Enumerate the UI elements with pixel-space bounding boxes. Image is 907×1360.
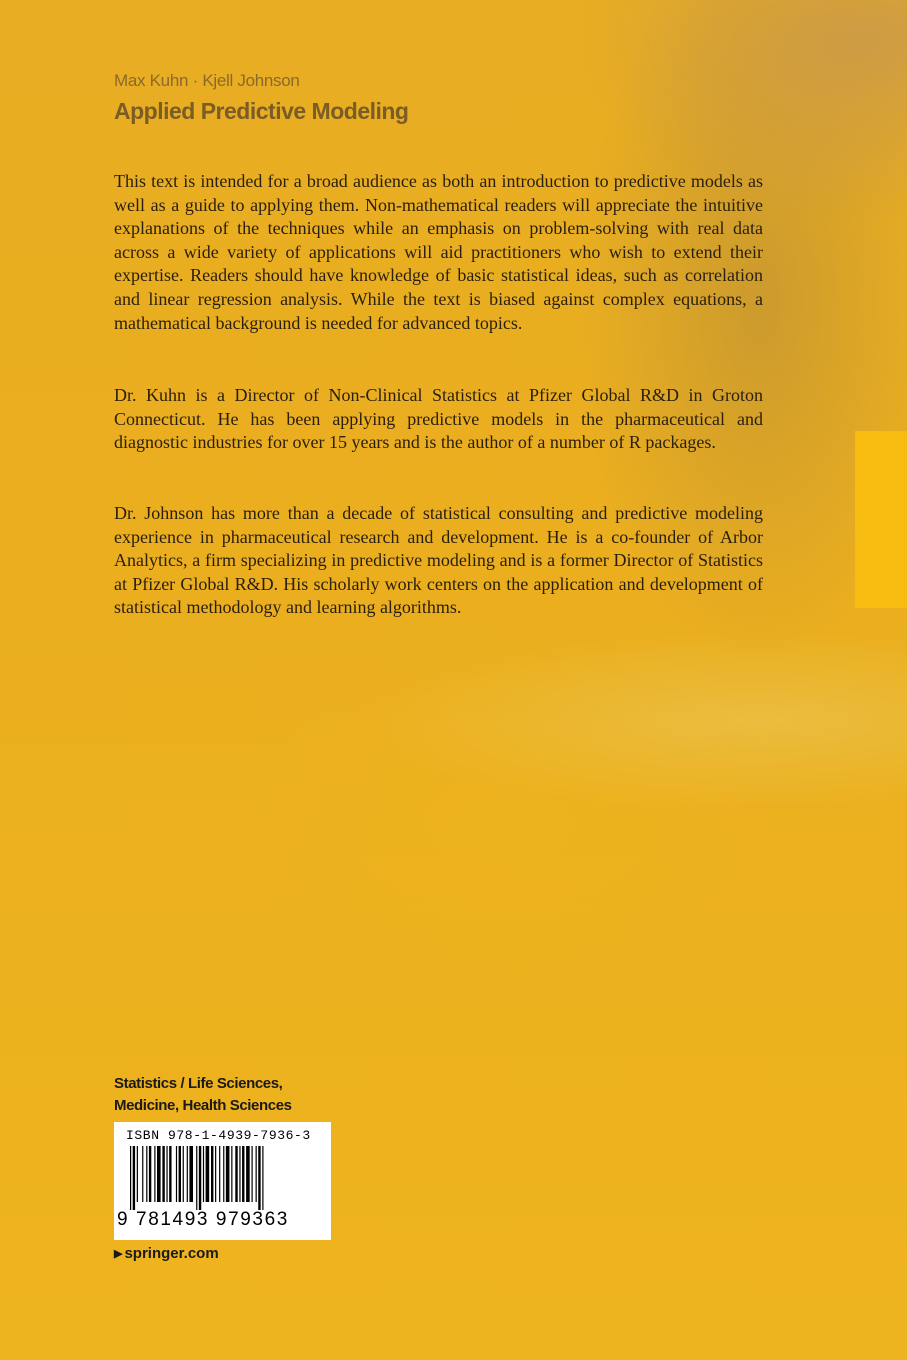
barcode-bar	[258, 1146, 260, 1210]
barcode-bar	[149, 1146, 151, 1202]
barcode-bar	[226, 1146, 230, 1202]
publisher-link-text: springer.com	[124, 1245, 219, 1262]
barcode-bar	[206, 1146, 210, 1202]
barcode-bar	[231, 1146, 232, 1202]
triangle-right-icon: ▶	[114, 1248, 123, 1260]
barcode-bar	[246, 1146, 250, 1202]
barcode-bar	[183, 1146, 184, 1202]
barcode-bar	[223, 1146, 224, 1202]
barcode-bar	[176, 1146, 177, 1202]
barcode-bar	[196, 1146, 197, 1210]
barcode-bar	[199, 1146, 201, 1210]
barcode-bar	[203, 1146, 204, 1202]
barcode-bar	[215, 1146, 216, 1202]
barcode-bar	[211, 1146, 213, 1202]
barcode-bar	[169, 1146, 171, 1202]
barcode-bar	[256, 1146, 257, 1202]
barcode-bar	[157, 1146, 161, 1202]
publisher-link[interactable]	[114, 1245, 219, 1262]
barcode-bar	[189, 1146, 193, 1202]
side-color-tab	[855, 431, 907, 608]
barcode-bar	[130, 1146, 131, 1210]
barcode-bar	[242, 1146, 244, 1202]
barcode-bar	[146, 1146, 147, 1202]
barcode-bar	[187, 1146, 188, 1202]
barcode-bar	[166, 1146, 167, 1202]
barcode-bar	[179, 1146, 181, 1202]
barcode-bar	[137, 1146, 138, 1202]
barcode-bar	[142, 1146, 143, 1202]
book-authors: Max Kuhn · Kjell Johnson	[114, 71, 300, 90]
category-line-1: Statistics / Life Sciences,	[114, 1075, 283, 1092]
barcode-bar	[252, 1146, 253, 1202]
barcode-bar	[154, 1146, 155, 1202]
isbn-barcode	[114, 1122, 331, 1240]
category-line-2: Medicine, Health Sciences	[114, 1096, 292, 1114]
book-title: Applied Predictive Modeling	[114, 98, 409, 124]
author-bio-johnson: Dr. Johnson has more than a decade of statistical consulting and predictive modeling experience in pharmaceutical research and development. He is a co-founder of Arbor Analytics, a firm specializing in predictive modeling and is a former Director of Statistics at Pfizer Global R&D. His scholarly work centers on the application and development of statistical methodology and learning algorithms.	[114, 503, 763, 618]
subject-category	[114, 1073, 374, 1116]
isbn-label: ISBN 978-1-4939-7936-3	[126, 1128, 311, 1143]
barcode-bar	[235, 1146, 237, 1202]
barcode-bar	[133, 1146, 135, 1210]
barcode-digits: 9 781493 979363	[117, 1209, 289, 1230]
author-bio-kuhn: Dr. Kuhn is a Director of Non-Clinical Statistics at Pfizer Global R&D in Groton Connecticut. He has been applying predictive models in the pharmaceutical and diagnostic industries for over 15 years and is the author of a number of R packages.	[114, 385, 763, 453]
barcode-bar	[219, 1146, 220, 1202]
barcode-bar	[239, 1146, 240, 1202]
book-description: This text is intended for a broad audience as both an introduction to predictive models as well as a guide to applying them. Non-mathematical readers will appreciate the intuitive explanations of the techniques while an emphasis on problem-solving with real data across a wide variety of applications will aid practitioners who wish to extend their expertise. Readers should have knowledge of basic statistical ideas, such as correlation and linear regression analysis. While the text is biased against complex equations, a mathematical background is needed for advanced topics.	[114, 171, 763, 333]
barcode-bar	[262, 1146, 263, 1210]
barcode-bar	[162, 1146, 164, 1202]
